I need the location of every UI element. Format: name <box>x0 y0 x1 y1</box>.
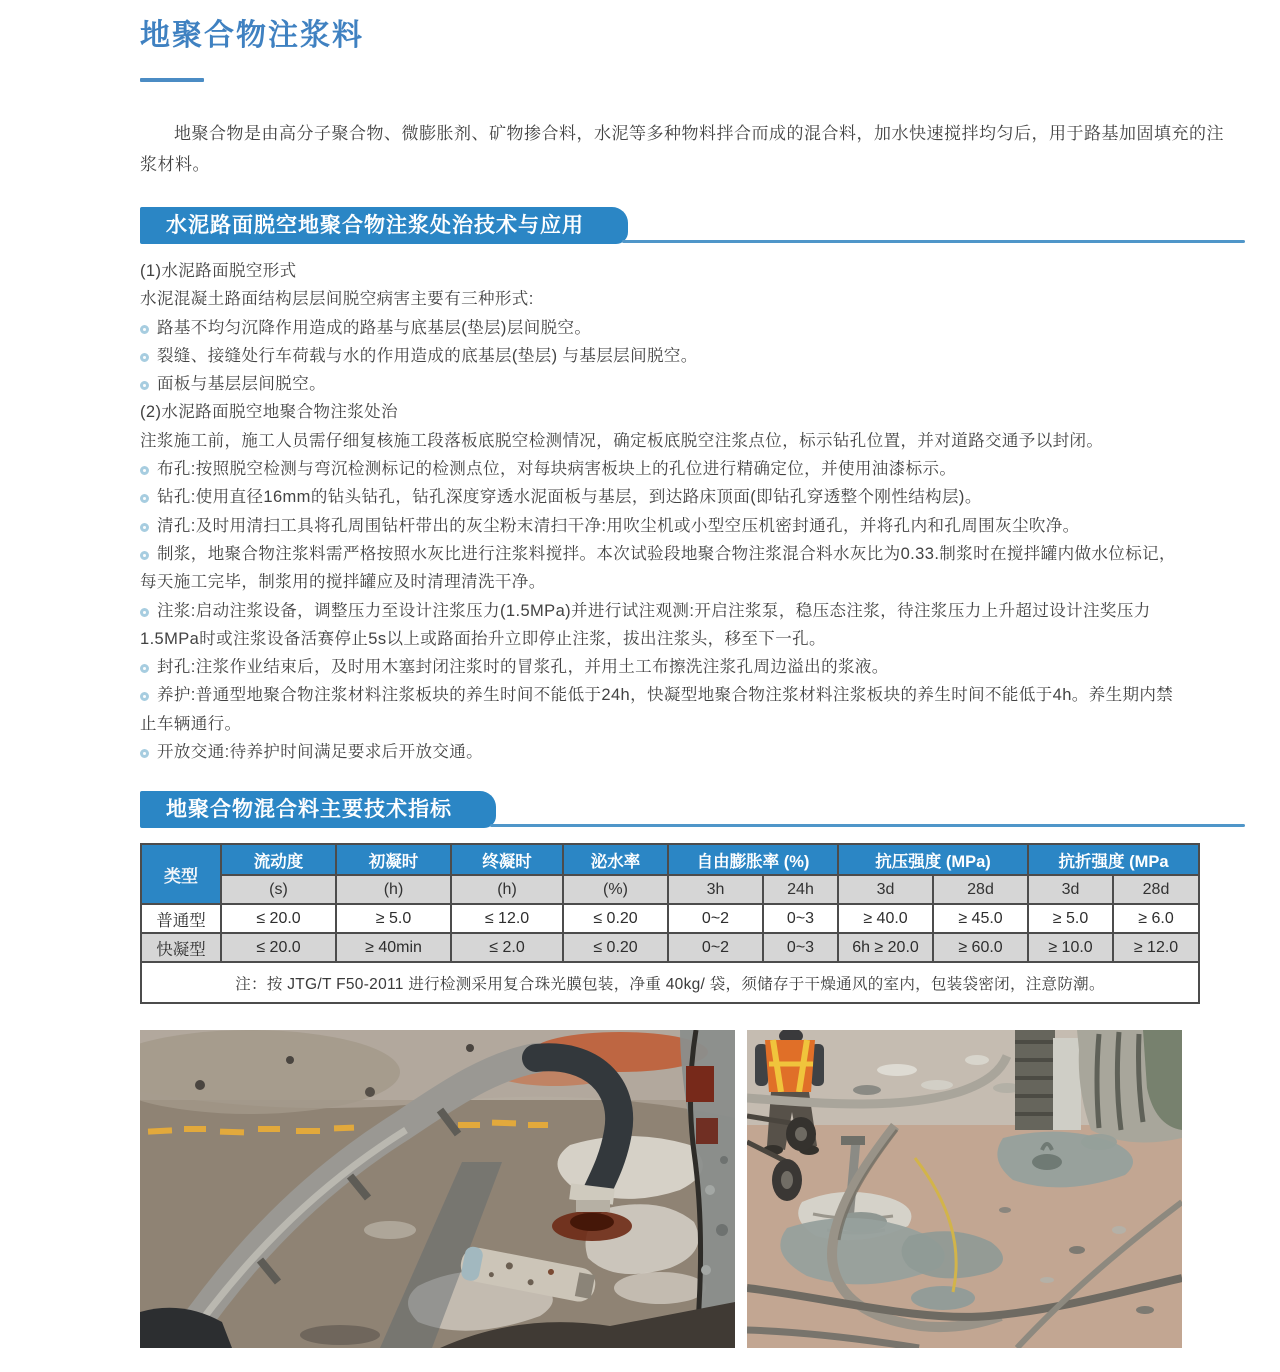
content-column <box>140 0 1245 1348</box>
table-note: 注：按 JTG/T F50-2011 进行检测采用复合珠光膜包装，净重 40kg/ 袋，须储存于干燥通风的室内，包装袋密闭，注意防潮。 <box>141 962 1199 1003</box>
paragraph-line: 水泥混凝土路面结构层层间脱空病害主要有三种形式: <box>140 290 534 309</box>
ring-bullet-icon <box>140 381 149 390</box>
table-cell: 0~3 <box>763 904 838 933</box>
table-sub-header: 24h <box>763 875 838 904</box>
table-cell: ≥ 45.0 <box>933 904 1028 933</box>
table-cell: ≥ 5.0 <box>1028 904 1113 933</box>
table-cell: ≤ 2.0 <box>451 933 563 962</box>
table-cell: 0~2 <box>668 904 763 933</box>
bullet-line: 封孔:注浆作业结束后，及时用木塞封闭注浆时的冒浆孔，并用土工布擦洗注浆孔周边溢出的浆液。 <box>140 653 1190 681</box>
photo-grout-injection-illustration <box>140 1030 735 1348</box>
section2-banner-row <box>140 791 1245 828</box>
table-group-header: 抗压强度 (MPa) <box>838 844 1028 875</box>
technical-spec-table <box>140 843 1200 1004</box>
table-group-header: 终凝时 <box>451 844 563 875</box>
table-sub-header: 28d <box>933 875 1028 904</box>
bullet-line: 养护:普通型地聚合物注浆材料注浆板块的养生时间不能低于24h，快凝型地聚合物注浆材料注浆板块的养生时间不能低于4h。养生期内禁止车辆通行。 <box>140 686 1174 733</box>
ring-bullet-icon <box>140 466 149 475</box>
ring-bullet-icon <box>140 608 149 617</box>
section2-banner-line <box>490 824 1245 827</box>
intro-paragraph: 地聚合物是由高分子聚合物、微膨胀剂、矿物掺合料，水泥等多种物料拌合而成的混合料，加水快速搅拌均匀后，用于路基加固填充的注浆材料。 <box>140 124 1224 174</box>
table-sub-header: (s) <box>221 875 336 904</box>
spec-table-head <box>141 844 1199 904</box>
bullet-line: 清孔:及时用清扫工具将孔周围钻杆带出的灰尘粉末清扫干净:用吹尘机或小型空压机密封通孔，并将孔内和孔周围灰尘吹净。 <box>140 512 1190 540</box>
title-underline <box>140 78 204 82</box>
table-cell: 6h ≥ 20.0 <box>838 933 933 962</box>
section1-items <box>140 257 1245 766</box>
bullet-line: 面板与基层层间脱空。 <box>140 370 1190 398</box>
photo-construction-site-illustration <box>747 1030 1182 1348</box>
paragraph-line: (2)水泥路面脱空地聚合物注浆处治 <box>140 403 398 422</box>
table-group-header: 泌水率 <box>563 844 668 875</box>
table-cell: ≥ 10.0 <box>1028 933 1113 962</box>
table-group-header: 初凝时 <box>336 844 451 875</box>
ring-bullet-icon <box>140 353 149 362</box>
ring-bullet-icon <box>140 523 149 532</box>
table-sub-header: (h) <box>336 875 451 904</box>
table-cell: ≤ 0.20 <box>563 933 668 962</box>
table-cell: ≥ 40.0 <box>838 904 933 933</box>
table-cell: ≥ 6.0 <box>1113 904 1199 933</box>
table-row <box>141 933 1199 962</box>
table-cell: ≤ 0.20 <box>563 904 668 933</box>
table-sub-header: 3d <box>838 875 933 904</box>
table-sub-header: (h) <box>451 875 563 904</box>
table-cell: ≥ 40min <box>336 933 451 962</box>
ring-bullet-icon <box>140 664 149 673</box>
spec-table-foot <box>141 962 1199 1003</box>
table-cell: ≤ 20.0 <box>221 904 336 933</box>
section2-banner: 地聚合物混合料主要技术指标 <box>140 791 496 828</box>
ring-bullet-icon <box>140 749 149 758</box>
table-group-header: 抗折强度 (MPa <box>1028 844 1199 875</box>
table-sub-header: (%) <box>563 875 668 904</box>
section1-banner: 水泥路面脱空地聚合物注浆处治技术与应用 <box>140 207 628 244</box>
table-sub-header: 28d <box>1113 875 1199 904</box>
paragraph-line: 注浆施工前，施工人员需仔细复核施工段落板底脱空检测情况，确定板底脱空注浆点位，标示钻孔位置，并对道路交通予以封闭。 <box>140 431 1104 450</box>
photo-strip <box>140 1030 1245 1348</box>
table-sub-header: 3d <box>1028 875 1113 904</box>
table-cell: 0~2 <box>668 933 763 962</box>
photo-grout-injection-hole <box>140 1030 735 1348</box>
section1-banner-line <box>622 240 1245 243</box>
ring-bullet-icon <box>140 692 149 701</box>
table-cell: ≤ 20.0 <box>221 933 336 962</box>
bullet-line: 路基不均匀沉降作用造成的路基与底基层(垫层)层间脱空。 <box>140 314 1190 342</box>
bullet-line: 钻孔:使用直径16mm的钻头钻孔，钻孔深度穿透水泥面板与基层，到达路床顶面(即钻孔穿透整个刚性结构层)。 <box>140 483 1190 511</box>
table-row <box>141 904 1199 933</box>
bullet-line: 注浆:启动注浆设备，调整压力至设计注浆压力(1.5MPa)并进行试注观测:开启注浆泵，稳压态注浆，待注浆压力上升超过设计注奖压力1.5MPa时或注浆设备活赛停止5s以上或路面抬升立即停止注浆，拔出注浆头，移至下一孔。 <box>140 601 1151 648</box>
paragraph-line: (1)水泥路面脱空形式 <box>140 262 297 280</box>
ring-bullet-icon <box>140 551 149 560</box>
page-title: 地聚合物注浆料 <box>140 19 364 52</box>
table-cell: ≥ 60.0 <box>933 933 1028 962</box>
spec-table-body <box>141 904 1199 962</box>
bullet-line: 制浆，地聚合物注浆料需严格按照水灰比进行注浆料搅拌。本次试验段地聚合物注浆混合料水灰比为0.33.制浆时在搅拌罐内做水位标记，每天施工完毕，制浆用的搅拌罐应及时清理清洗干净。 <box>140 544 1176 592</box>
bullet-line: 布孔:按照脱空检测与弯沉检测标记的检测点位，对每块病害板块上的孔位进行精确定位，并使用油漆标示。 <box>140 455 1190 483</box>
row-type-label: 普通型 <box>141 904 221 933</box>
table-cell: ≤ 12.0 <box>451 904 563 933</box>
ring-bullet-icon <box>140 325 149 334</box>
table-group-header: 自由膨胀率 (%) <box>668 844 838 875</box>
table-header-type: 类型 <box>141 844 221 904</box>
section1-banner-row <box>140 207 1245 244</box>
table-cell: 0~3 <box>763 933 838 962</box>
table-group-header: 流动度 <box>221 844 336 875</box>
table-cell: ≥ 5.0 <box>336 904 451 933</box>
photo-construction-site <box>747 1030 1182 1348</box>
ring-bullet-icon <box>140 494 149 503</box>
table-cell: ≥ 12.0 <box>1113 933 1199 962</box>
row-type-label: 快凝型 <box>141 933 221 962</box>
table-sub-header: 3h <box>668 875 763 904</box>
bullet-line: 裂缝、接缝处行车荷载与水的作用造成的底基层(垫层) 与基层层间脱空。 <box>140 342 1190 370</box>
bullet-line: 开放交通:待养护时间满足要求后开放交通。 <box>140 738 1190 766</box>
